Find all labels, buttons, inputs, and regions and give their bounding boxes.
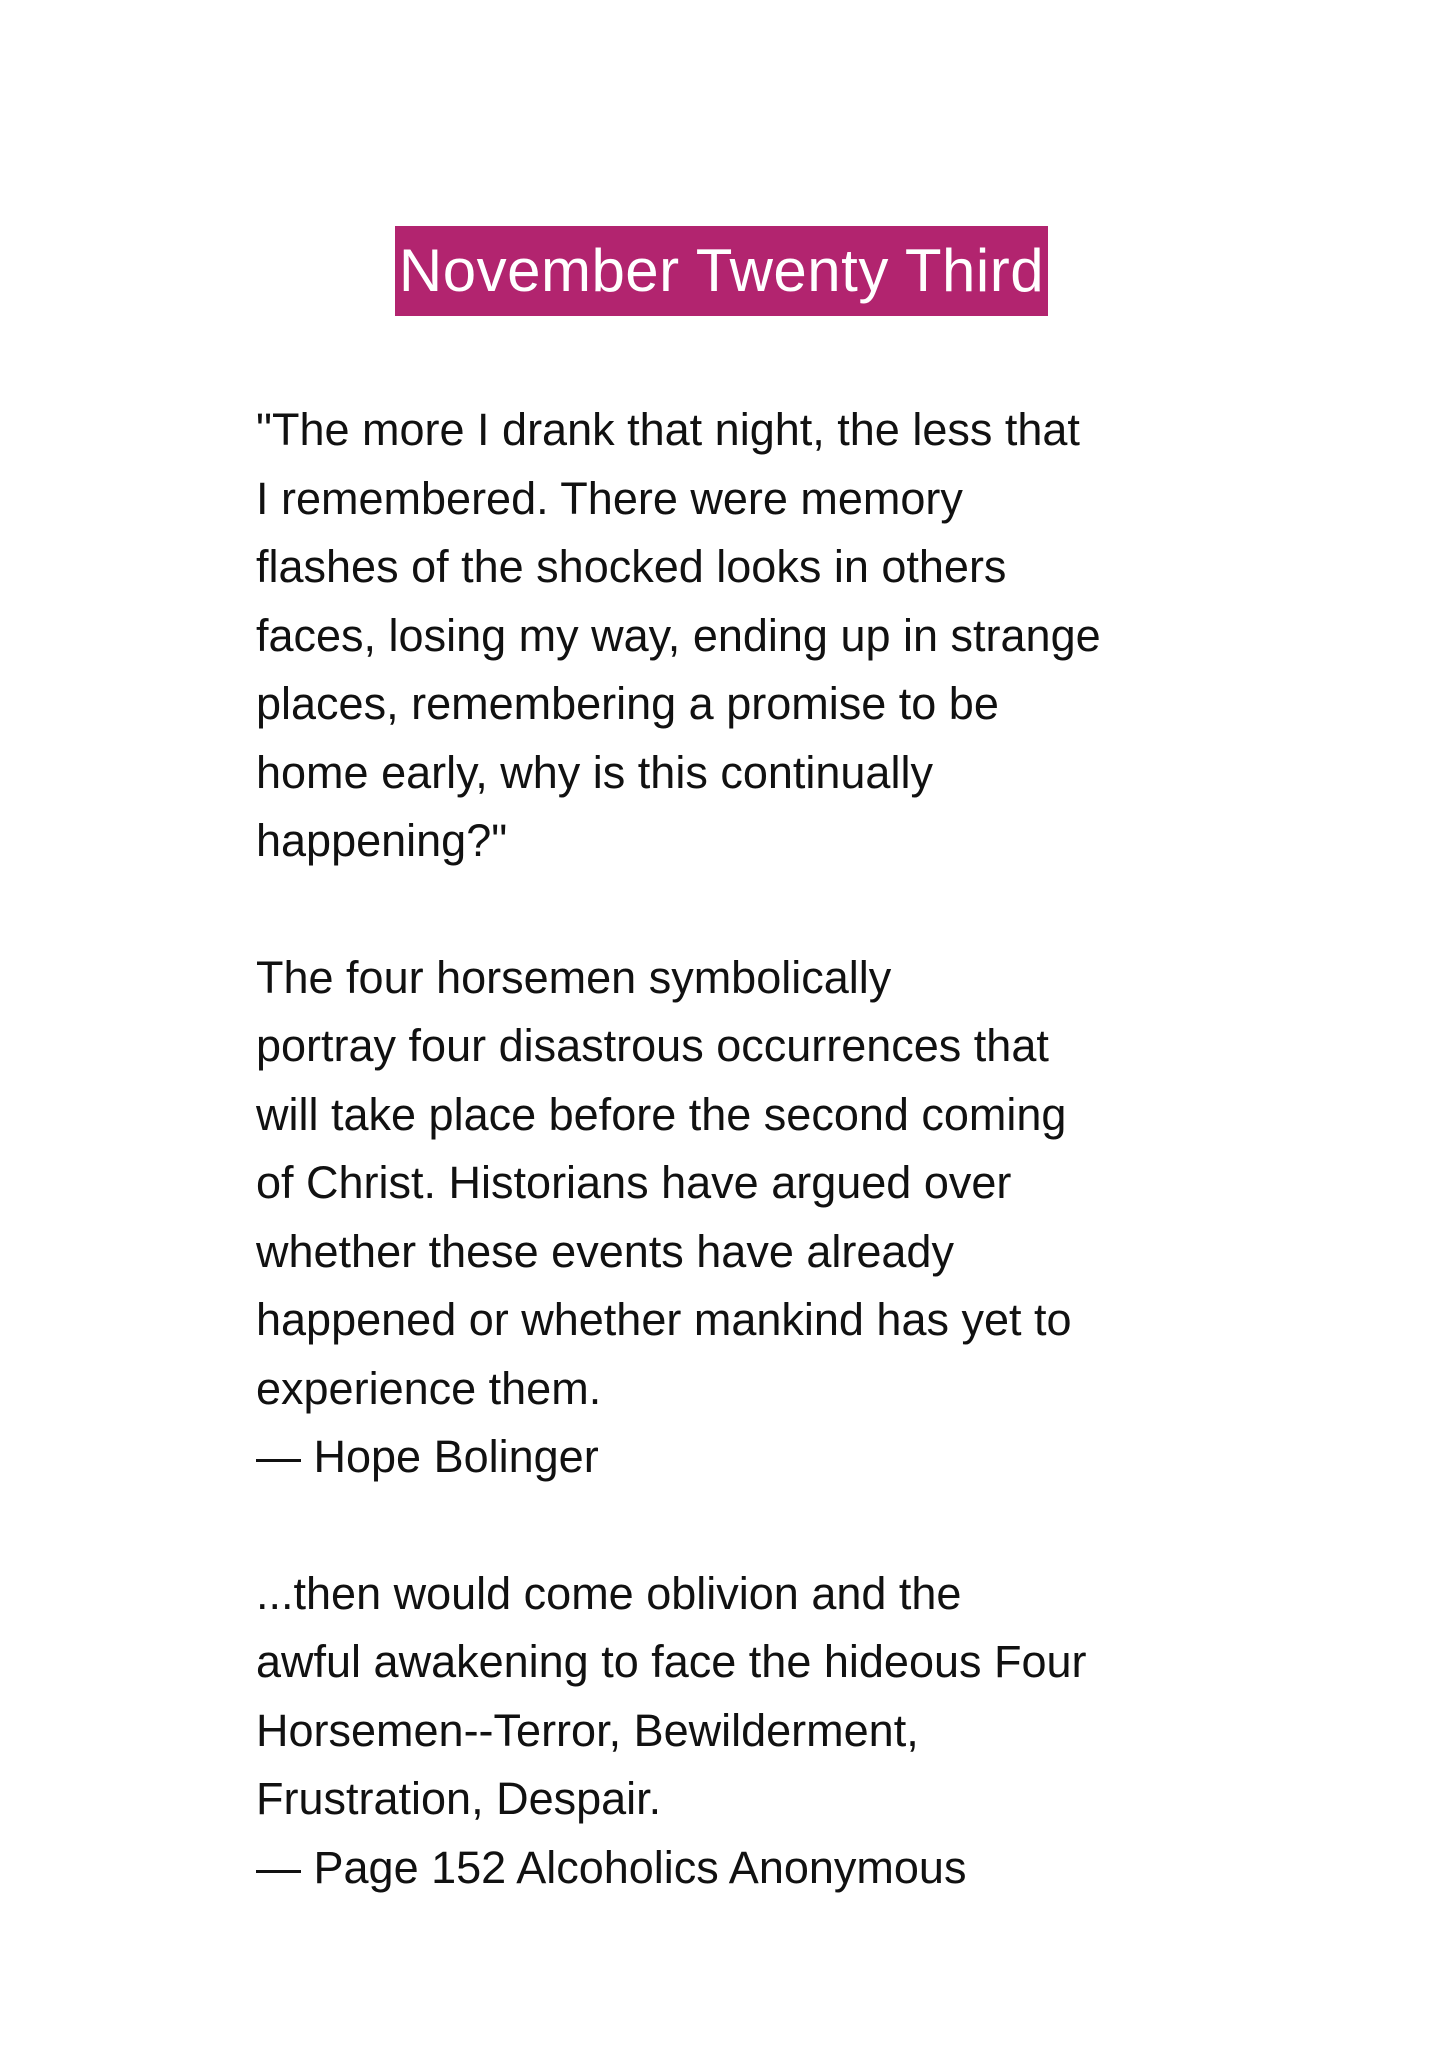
bolinger-quote-line-3: will take place before the second coming (256, 1088, 1067, 1140)
personal-quote-line-4: faces, losing my way, ending up in strange (256, 609, 1101, 661)
personal-quote-line-7: happening?" (256, 815, 508, 866)
bolinger-quote-line-5: whether these events have already (256, 1225, 954, 1277)
aa-quote-line-1: ...then would come oblivion and the (256, 1567, 962, 1619)
aa-quote-line-4: Frustration, Despair. (256, 1773, 662, 1824)
bolinger-attribution: — Hope Bolinger (256, 1431, 599, 1482)
title-container (0, 226, 1443, 316)
bolinger-quote-line-1: The four horsemen symbolically (256, 951, 892, 1003)
personal-quote-line-6: home early, why is this continually (256, 746, 933, 798)
aa-quote-line-3: Horsemen--Terror, Bewilderment, (256, 1704, 919, 1756)
page-title: November Twenty Third (395, 226, 1048, 316)
personal-quote (256, 396, 1266, 876)
bolinger-quote (256, 944, 1266, 1492)
personal-quote-line-3: flashes of the shocked looks in others (256, 541, 1007, 592)
aa-quote (256, 1560, 1266, 1903)
personal-quote-line-2: I remembered. There were memory (256, 472, 963, 524)
personal-quote-line-1: "The more I drank that night, the less that (256, 404, 1080, 455)
aa-attribution: — Page 152 Alcoholics Anonymous (256, 1841, 967, 1893)
aa-quote-line-2: awful awakening to face the hideous Four (256, 1636, 1087, 1687)
bolinger-quote-line-6: happened or whether mankind has yet to (256, 1294, 1072, 1345)
personal-quote-line-5: places, remembering a promise to be (256, 678, 999, 729)
bolinger-quote-line-7: experience them. (256, 1362, 602, 1414)
bolinger-quote-line-2: portray four disastrous occurrences that (256, 1020, 1049, 1071)
document-body (256, 396, 1266, 1970)
bolinger-quote-line-4: of Christ. Historians have argued over (256, 1157, 1012, 1208)
